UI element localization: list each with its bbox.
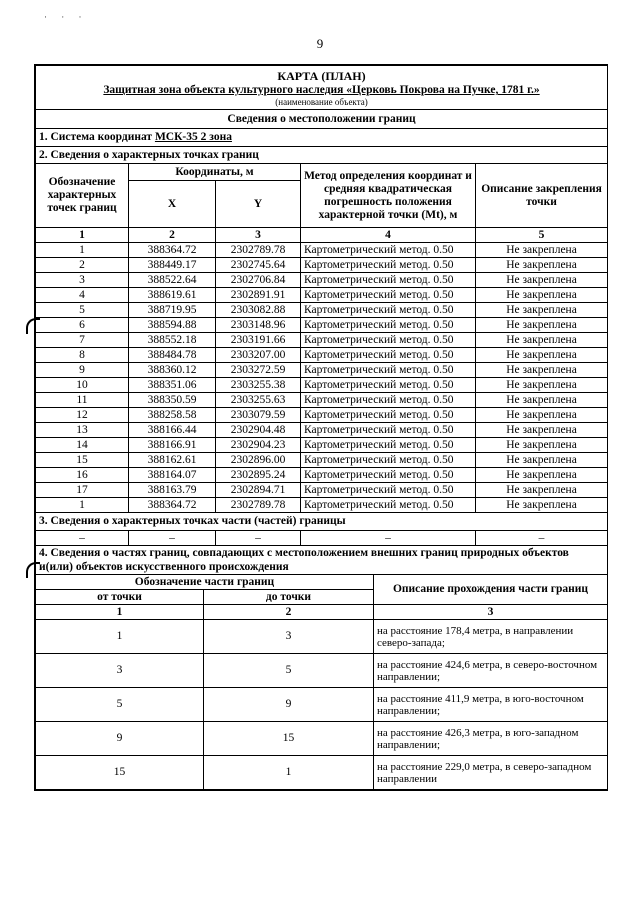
- point-row: [36, 423, 608, 438]
- coord-y: 2302745.64: [216, 258, 301, 273]
- to-point: 3: [204, 620, 374, 654]
- header-x: X: [129, 181, 216, 228]
- coord-x: 388350.59: [129, 393, 216, 408]
- point-row: [36, 273, 608, 288]
- coord-x: 388449.17: [129, 258, 216, 273]
- fixing: Не закреплена: [476, 303, 608, 318]
- coord-y: 2302904.48: [216, 423, 301, 438]
- fixing: Не закреплена: [476, 393, 608, 408]
- fixing: Не закреплена: [476, 378, 608, 393]
- coord-y: 2303207.00: [216, 348, 301, 363]
- coordinate-system-label: 1. Система координат: [39, 131, 155, 143]
- col-num: 2: [204, 605, 374, 620]
- coord-x: 388484.78: [129, 348, 216, 363]
- point-id: 17: [36, 483, 129, 498]
- header-method-text: Метод определения координат и средняя квадратическая погрешность положения характерной точки (Mt), м: [304, 169, 472, 221]
- header-parts: Обозначение части границ: [36, 575, 374, 590]
- part-row: [36, 756, 608, 790]
- coordinate-system-value: МСК-35 2 зона: [154, 131, 232, 143]
- method: Картометрический метод. 0.50: [301, 438, 476, 453]
- fixing: Не закреплена: [476, 438, 608, 453]
- point-row: [36, 333, 608, 348]
- coord-y: 2302904.23: [216, 438, 301, 453]
- section-3-title: 3. Сведения о характерных точках части (частей) границы: [36, 513, 608, 531]
- coord-y: 2302891.91: [216, 288, 301, 303]
- part-description: на расстояние 178,4 метра, в направлении северо-запада;: [374, 620, 608, 654]
- document-frame: [34, 64, 608, 791]
- method: Картометрический метод. 0.50: [301, 408, 476, 423]
- point-id: 1: [36, 243, 129, 258]
- part-description: на расстояние 424,6 метра, в северо-восточном направлении;: [374, 654, 608, 688]
- page-number: 9: [316, 36, 324, 51]
- section-4-title: 4. Сведения о частях границ, совпадающих с местоположением внешних границ природных объектов и(или) объектов искусственного происхождения: [36, 546, 608, 575]
- coord-y: 2303272.59: [216, 363, 301, 378]
- map-plan-table: [35, 65, 608, 546]
- coord-x: 388162.61: [129, 453, 216, 468]
- point-row: [36, 258, 608, 273]
- fixing: Не закреплена: [476, 453, 608, 468]
- coord-x: 388360.12: [129, 363, 216, 378]
- fixing: Не закреплена: [476, 243, 608, 258]
- point-row: [36, 453, 608, 468]
- coord-y: 2302894.71: [216, 483, 301, 498]
- section-2-title: 2. Сведения о характерных точках границ: [36, 147, 608, 164]
- part-row: [36, 620, 608, 654]
- point-row: [36, 348, 608, 363]
- coord-x: 388364.72: [129, 243, 216, 258]
- coord-x: 388351.06: [129, 378, 216, 393]
- method: Картометрический метод. 0.50: [301, 363, 476, 378]
- method: Картометрический метод. 0.50: [301, 303, 476, 318]
- title-block: [36, 66, 608, 110]
- method: Картометрический метод. 0.50: [301, 498, 476, 513]
- document-title: КАРТА (ПЛАН): [277, 69, 366, 83]
- method: Картометрический метод. 0.50: [301, 348, 476, 363]
- header-coordinates: Координаты, м: [129, 164, 301, 181]
- header-point: Обозначение характерных точек границ: [36, 164, 129, 228]
- point-id: 12: [36, 408, 129, 423]
- scan-artifact-dots: · · ·: [44, 12, 88, 22]
- method: Картометрический метод. 0.50: [301, 333, 476, 348]
- col-num: 1: [36, 605, 204, 620]
- col-num: 2: [129, 228, 216, 243]
- fixing: Не закреплена: [476, 483, 608, 498]
- object-name: Защитная зона объекта культурного наследия «Церковь Покрова на Пучке, 1781 г.»: [103, 84, 540, 96]
- points-table-body: [36, 243, 608, 513]
- point-id: 16: [36, 468, 129, 483]
- point-row: [36, 363, 608, 378]
- object-name-caption: (наименование объекта): [275, 97, 368, 107]
- coord-y: 2303082.88: [216, 303, 301, 318]
- header-part-desc: Описание прохождения части границ: [374, 575, 608, 605]
- coord-x: 388522.64: [129, 273, 216, 288]
- header-y: Y: [216, 181, 301, 228]
- header-fixing: Описание закрепления точки: [476, 164, 608, 228]
- to-point: 1: [204, 756, 374, 790]
- col-num: 4: [301, 228, 476, 243]
- coord-x: 388552.18: [129, 333, 216, 348]
- header-method: [301, 164, 476, 228]
- point-row: [36, 438, 608, 453]
- from-point: 1: [36, 620, 204, 654]
- boundary-parts-table: [35, 545, 608, 790]
- fixing: Не закреплена: [476, 318, 608, 333]
- to-point: 5: [204, 654, 374, 688]
- method: Картометрический метод. 0.50: [301, 273, 476, 288]
- col-num: 5: [476, 228, 608, 243]
- col-num: 3: [374, 605, 608, 620]
- method: Картометрический метод. 0.50: [301, 318, 476, 333]
- fixing: Не закреплена: [476, 348, 608, 363]
- empty-cell: –: [301, 531, 476, 546]
- point-id: 4: [36, 288, 129, 303]
- empty-cell: –: [476, 531, 608, 546]
- coord-y: 2303079.59: [216, 408, 301, 423]
- point-id: 13: [36, 423, 129, 438]
- empty-cell: –: [36, 531, 129, 546]
- method: Картометрический метод. 0.50: [301, 243, 476, 258]
- method: Картометрический метод. 0.50: [301, 288, 476, 303]
- coord-y: 2303255.38: [216, 378, 301, 393]
- from-point: 9: [36, 722, 204, 756]
- coord-x: 388258.58: [129, 408, 216, 423]
- fixing: Не закреплена: [476, 498, 608, 513]
- fixing: Не закреплена: [476, 468, 608, 483]
- to-point: 9: [204, 688, 374, 722]
- method: Картометрический метод. 0.50: [301, 423, 476, 438]
- coord-x: 388166.44: [129, 423, 216, 438]
- coord-x: 388166.91: [129, 438, 216, 453]
- method: Картометрический метод. 0.50: [301, 483, 476, 498]
- section-title: Сведения о местоположении границ: [36, 110, 608, 129]
- header-from: от точки: [36, 590, 204, 605]
- coord-y: 2303148.96: [216, 318, 301, 333]
- method: Картометрический метод. 0.50: [301, 453, 476, 468]
- fixing: Не закреплена: [476, 363, 608, 378]
- from-point: 15: [36, 756, 204, 790]
- point-id: 10: [36, 378, 129, 393]
- fixing: Не закреплена: [476, 258, 608, 273]
- coord-y: 2303255.63: [216, 393, 301, 408]
- point-row: [36, 318, 608, 333]
- coordinate-system-row: [36, 129, 608, 147]
- point-id: 9: [36, 363, 129, 378]
- coord-x: 388619.61: [129, 288, 216, 303]
- method: Картометрический метод. 0.50: [301, 468, 476, 483]
- parts-table-body: [36, 620, 608, 790]
- coord-x: 388719.95: [129, 303, 216, 318]
- point-id: 2: [36, 258, 129, 273]
- method: Картометрический метод. 0.50: [301, 258, 476, 273]
- point-row: [36, 498, 608, 513]
- coord-y: 2303191.66: [216, 333, 301, 348]
- from-point: 3: [36, 654, 204, 688]
- coord-y: 2302789.78: [216, 243, 301, 258]
- point-row: [36, 243, 608, 258]
- point-row: [36, 288, 608, 303]
- part-row: [36, 688, 608, 722]
- method: Картометрический метод. 0.50: [301, 378, 476, 393]
- point-row: [36, 468, 608, 483]
- empty-cell: –: [129, 531, 216, 546]
- col-num: 1: [36, 228, 129, 243]
- point-row: [36, 393, 608, 408]
- from-point: 5: [36, 688, 204, 722]
- fixing: Не закреплена: [476, 408, 608, 423]
- point-row: [36, 408, 608, 423]
- coord-x: 388164.07: [129, 468, 216, 483]
- point-id: 8: [36, 348, 129, 363]
- point-row: [36, 483, 608, 498]
- header-to: до точки: [204, 590, 374, 605]
- coord-x: 388364.72: [129, 498, 216, 513]
- coord-x: 388594.88: [129, 318, 216, 333]
- coord-y: 2302896.00: [216, 453, 301, 468]
- part-row: [36, 722, 608, 756]
- method: Картометрический метод. 0.50: [301, 393, 476, 408]
- point-id: 7: [36, 333, 129, 348]
- point-id: 3: [36, 273, 129, 288]
- fixing: Не закреплена: [476, 423, 608, 438]
- fixing: Не закреплена: [476, 273, 608, 288]
- point-id: 6: [36, 318, 129, 333]
- empty-cell: –: [216, 531, 301, 546]
- coord-x: 388163.79: [129, 483, 216, 498]
- point-row: [36, 303, 608, 318]
- part-description: на расстояние 426,3 метра, в юго-западном направлении;: [374, 722, 608, 756]
- coord-y: 2302895.24: [216, 468, 301, 483]
- coord-y: 2302706.84: [216, 273, 301, 288]
- col-num: 3: [216, 228, 301, 243]
- point-id: 14: [36, 438, 129, 453]
- point-id: 15: [36, 453, 129, 468]
- to-point: 15: [204, 722, 374, 756]
- coord-y: 2302789.78: [216, 498, 301, 513]
- fixing: Не закреплена: [476, 333, 608, 348]
- part-row: [36, 654, 608, 688]
- part-description: на расстояние 229,0 метра, в северо-западном направлении: [374, 756, 608, 790]
- point-id: 11: [36, 393, 129, 408]
- part-description: на расстояние 411,9 метра, в юго-восточном направлении;: [374, 688, 608, 722]
- fixing: Не закреплена: [476, 288, 608, 303]
- point-id: 1: [36, 498, 129, 513]
- point-id: 5: [36, 303, 129, 318]
- point-row: [36, 378, 608, 393]
